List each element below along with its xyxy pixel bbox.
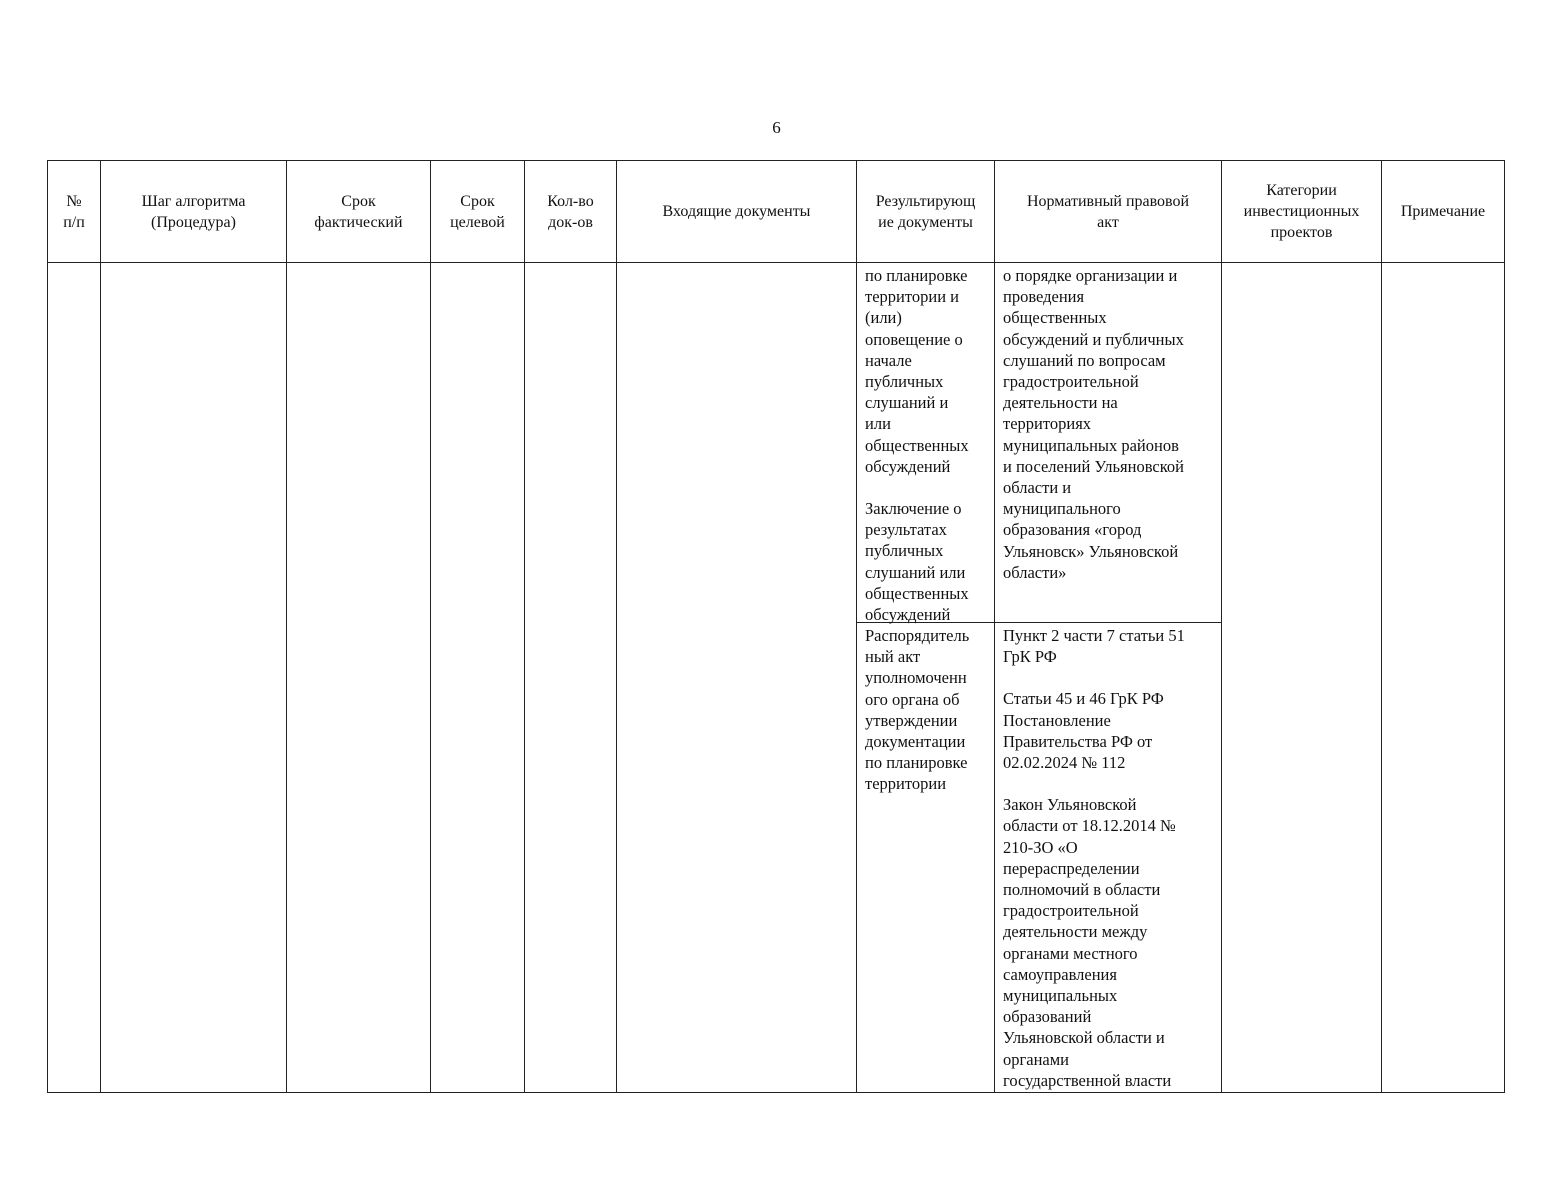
table-row bbox=[48, 263, 1505, 1093]
result-doc-text: по планировке территории и (или) оповещение о начале публичных слушаний и или общественных обсуждений bbox=[865, 266, 969, 476]
header-project-categories: Категории инвестиционных проектов bbox=[1222, 161, 1382, 263]
legal-act-block-1 bbox=[995, 263, 1221, 623]
cell-target-term bbox=[431, 263, 525, 1093]
legal-act-text: Закон Ульяновской области от 18.12.2014 № 210-ЗО «О перераспределении полномочий в области градостроительной деятельности между органами местного самоуправления муниципальных образований Ульяновской области и органами государственной власти bbox=[1003, 795, 1176, 1090]
result-docs-block-1 bbox=[857, 263, 994, 623]
header-algorithm-step: Шаг алгоритма (Процедура) bbox=[101, 161, 287, 263]
cell-result-docs bbox=[857, 263, 995, 1093]
page-number: 6 bbox=[772, 118, 781, 137]
header-result-docs: Результирующ ие документы bbox=[857, 161, 995, 263]
algorithm-table bbox=[47, 160, 1505, 1093]
header-row bbox=[48, 161, 1505, 263]
cell-incoming-docs bbox=[617, 263, 857, 1093]
cell-project-categories bbox=[1222, 263, 1382, 1093]
cell-number bbox=[48, 263, 101, 1093]
cell-note bbox=[1382, 263, 1505, 1093]
cell-algorithm-step bbox=[101, 263, 287, 1093]
result-docs-block-2 bbox=[857, 623, 994, 1092]
cell-doc-count bbox=[525, 263, 617, 1093]
header-target-term: Срок целевой bbox=[431, 161, 525, 263]
legal-act-text: о порядке организации и проведения общественных обсуждений и публичных слушаний по вопросам градостроительной деятельности на территориях муниципальных районов и поселений Ульяновской области и муниципального образования «город Ульяновск» Ульяновской области» bbox=[1003, 266, 1184, 582]
cell-actual-term bbox=[287, 263, 431, 1093]
legal-act-text: Пункт 2 части 7 статьи 51 ГрК РФ bbox=[1003, 626, 1185, 667]
legal-act-text: Статьи 45 и 46 ГрК РФ Постановление Правительства РФ от 02.02.2024 № 112 bbox=[1003, 689, 1164, 773]
header-legal-act: Нормативный правовой акт bbox=[995, 161, 1222, 263]
result-doc-text: Распорядитель ный акт уполномоченн ого органа об утверждении документации по планировке территории bbox=[865, 626, 970, 794]
header-number: № п/п bbox=[48, 161, 101, 263]
cell-legal-act bbox=[995, 263, 1222, 1093]
result-doc-text: Заключение о результатах публичных слушаний или общественных обсуждений bbox=[865, 499, 969, 625]
header-doc-count: Кол-во док-ов bbox=[525, 161, 617, 263]
header-actual-term: Срок фактический bbox=[287, 161, 431, 263]
header-incoming-docs: Входящие документы bbox=[617, 161, 857, 263]
header-note: Примечание bbox=[1382, 161, 1505, 263]
legal-act-block-2 bbox=[995, 623, 1221, 1092]
